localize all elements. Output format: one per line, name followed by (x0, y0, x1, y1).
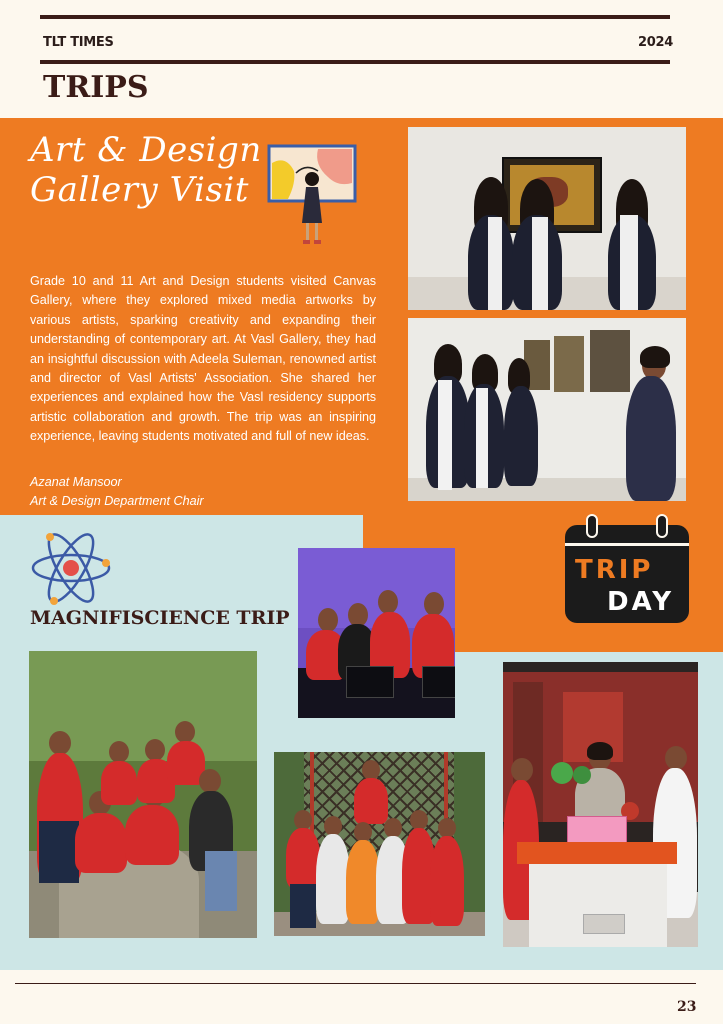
trip-day-line1: TRIP (575, 555, 654, 585)
footer-rule (15, 983, 696, 984)
publication-name: TLT TIMES (43, 35, 114, 50)
science-photo-group-rocks (29, 651, 257, 938)
gallery-photo-2 (408, 318, 686, 501)
top-rule (40, 15, 670, 19)
section-title: TRIPS (43, 70, 149, 105)
atom-icon (28, 525, 114, 611)
science-photo-climbing-net (274, 752, 485, 936)
art-title-line1: Art & Design (30, 130, 262, 170)
gallery-illustration-icon (266, 143, 358, 248)
science-title: MAGNIFISCIENCE TRIP (30, 607, 290, 629)
art-article-author: Azanat Mansoor (30, 475, 122, 489)
trip-day-calendar-icon (563, 513, 691, 625)
art-article-body: Grade 10 and 11 Art and Design students visited Canvas Gallery, where they explored mixed media artworks by various artists, sparking creativity and expanding their understanding of contemporary art. At Vasl Gallery, they had an insightful discussion with Adeela Suleman, renowned artist and director of Vasl Artists' Association. She shared her experiences and explained how the Vasl residency supports artistic collaboration and growth. The trip was an inspiring experience, leaving students motivated and full of new ideas. (30, 274, 376, 444)
science-photo-laptops (298, 548, 455, 718)
trip-day-line2: DAY (607, 587, 675, 617)
page-number: 23 (677, 999, 697, 1015)
art-article-author-title: Art & Design Department Chair (30, 494, 204, 508)
art-title-line2: Gallery Visit (30, 170, 249, 210)
science-photo-exhibit (503, 662, 698, 947)
gallery-photo-1 (408, 127, 686, 310)
header-rule (40, 60, 670, 64)
publication-year: 2024 (638, 35, 673, 50)
